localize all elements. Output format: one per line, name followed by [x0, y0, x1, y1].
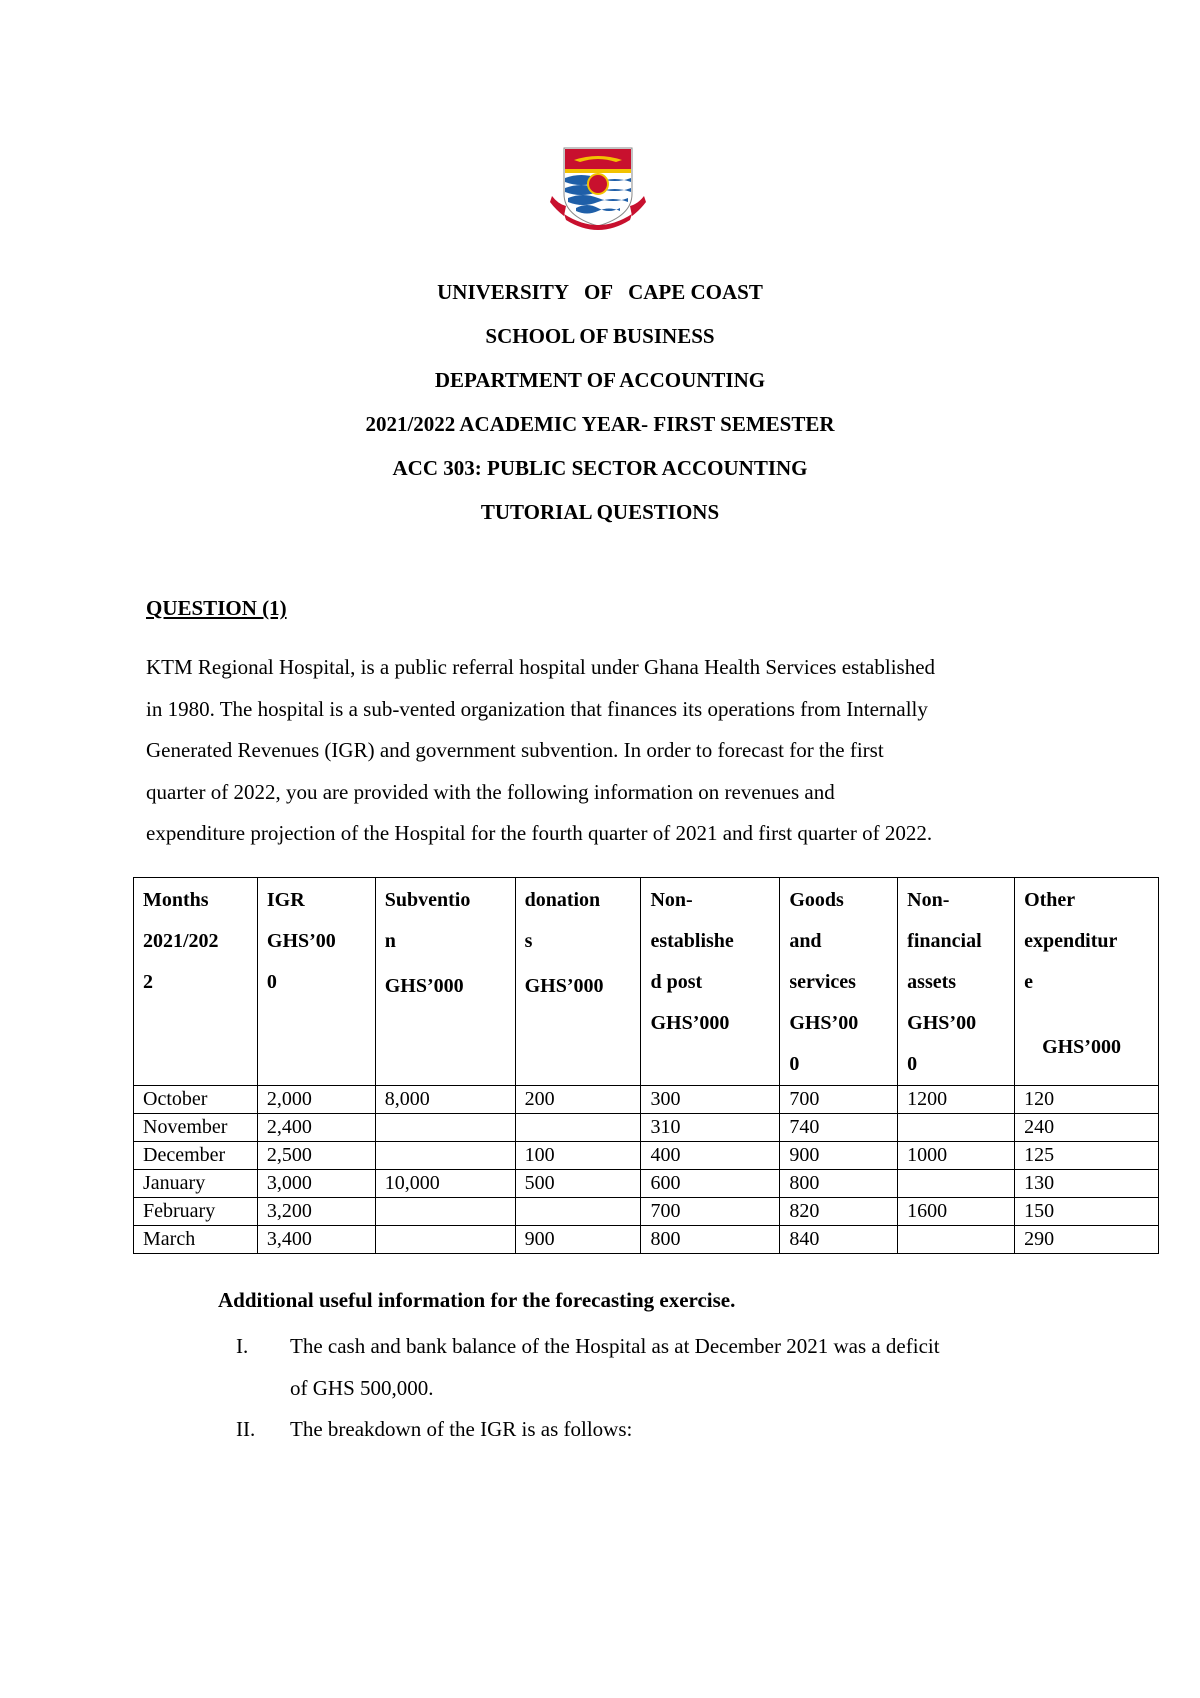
course-title: ACC 303: PUBLIC SECTOR ACCOUNTING — [392, 456, 808, 480]
header-igr — [257, 878, 375, 1086]
table-row — [134, 1226, 1159, 1254]
document-title: TUTORIAL QUESTIONS — [480, 500, 720, 524]
table-cell — [898, 1170, 1015, 1198]
table-cell: 1000 — [898, 1142, 1015, 1170]
header-other-expenditure — [1015, 878, 1159, 1086]
table-row — [134, 1142, 1159, 1170]
table-cell: 3,400 — [257, 1226, 375, 1254]
table-header-row — [134, 878, 1159, 1086]
table-cell: 840 — [780, 1226, 898, 1254]
table-cell: 310 — [641, 1114, 780, 1142]
header-months — [134, 878, 258, 1086]
header-line: GHS’000 — [650, 1012, 730, 1034]
table-cell — [375, 1114, 515, 1142]
table-cell: 2,500 — [257, 1142, 375, 1170]
table-cell: 900 — [780, 1142, 898, 1170]
table-row — [134, 1170, 1159, 1198]
additional-info-list — [236, 1326, 940, 1451]
list-item-line: The cash and bank balance of the Hospital as at December 2021 was a deficit — [290, 1334, 940, 1358]
table-cell: 740 — [780, 1114, 898, 1142]
table-cell — [515, 1114, 641, 1142]
table-cell: 300 — [641, 1086, 780, 1114]
table-cell: 150 — [1015, 1198, 1159, 1226]
list-item-number: II. — [236, 1417, 256, 1441]
header-subvention — [375, 878, 515, 1086]
university-name: UNIVERSITY OF CAPE COAST — [437, 280, 763, 304]
table-cell: 200 — [515, 1086, 641, 1114]
list-item-number: I. — [236, 1334, 249, 1358]
table-cell: 400 — [641, 1142, 780, 1170]
header-line: Goods — [789, 889, 844, 911]
table-cell: March — [134, 1226, 258, 1254]
forecast-table — [133, 877, 1159, 1254]
header-unit: GHS’000 — [1042, 1036, 1121, 1058]
header-line: 0 — [266, 971, 277, 993]
table-cell — [375, 1142, 515, 1170]
header-unit: GHS’000 — [524, 975, 604, 997]
header-line: expenditur — [1024, 930, 1118, 952]
header-donations — [515, 878, 641, 1086]
table-cell — [515, 1198, 641, 1226]
table-row — [134, 1086, 1159, 1114]
table-cell: October — [134, 1086, 258, 1114]
paragraph-line: Generated Revenues (IGR) and government subvention. In order to forecast for the first — [146, 738, 884, 762]
paragraph-line: expenditure projection of the Hospital for the fourth quarter of 2021 and first quarter of 2022. — [146, 821, 933, 845]
list-item — [236, 1409, 940, 1451]
header-line: financial — [907, 930, 982, 952]
header-goods-services — [780, 878, 898, 1086]
table-cell: 700 — [641, 1198, 780, 1226]
question-paragraph — [146, 647, 1076, 855]
header-non-established-post — [641, 878, 780, 1086]
table-cell: 125 — [1015, 1142, 1159, 1170]
table-row — [134, 1198, 1159, 1226]
header-line: Non- — [650, 889, 693, 911]
school-name: SCHOOL OF BUSINESS — [485, 324, 715, 348]
header-line: establishe — [650, 930, 734, 952]
header-line: GHS’00 — [789, 1012, 859, 1034]
header-line: 0 — [789, 1053, 800, 1075]
header-line: s — [524, 930, 533, 952]
header-line: donation — [524, 889, 601, 911]
paragraph-line: quarter of 2022, you are provided with the following information on revenues and — [146, 779, 835, 804]
table-cell: 8,000 — [375, 1086, 515, 1114]
table-cell: 3,200 — [257, 1198, 375, 1226]
table-cell: February — [134, 1198, 258, 1226]
table-cell: 1200 — [898, 1086, 1015, 1114]
table-cell — [898, 1226, 1015, 1254]
table-cell: 10,000 — [375, 1170, 515, 1198]
header-line: 0 — [907, 1053, 918, 1075]
header-line: Other — [1024, 889, 1076, 911]
table-cell: 800 — [780, 1170, 898, 1198]
header-line: GHS’00 — [907, 1012, 977, 1034]
paragraph-line: KTM Regional Hospital, is a public referral hospital under Ghana Health Services established — [146, 655, 936, 679]
question-title: QUESTION (1) — [146, 596, 287, 620]
list-item-line: of GHS 500,000. — [290, 1375, 434, 1400]
header-line: IGR — [266, 889, 305, 911]
additional-info-title: Additional useful information for the forecasting exercise. — [218, 1288, 736, 1312]
table-cell: 900 — [515, 1226, 641, 1254]
header-line: services — [789, 971, 856, 993]
university-crest-icon — [550, 146, 646, 232]
table-cell: 2,400 — [257, 1114, 375, 1142]
table-cell: 100 — [515, 1142, 641, 1170]
table-cell: 130 — [1015, 1170, 1159, 1198]
table-cell: 820 — [780, 1198, 898, 1226]
table-cell: 240 — [1015, 1114, 1159, 1142]
paragraph-line: in 1980. The hospital is a sub-vented organization that finances its operations from Internally — [146, 696, 928, 721]
header-non-financial-assets — [898, 878, 1015, 1086]
table-cell: November — [134, 1114, 258, 1142]
header-line: Subventio — [384, 889, 471, 911]
header-line: Non- — [907, 889, 950, 911]
table-cell: January — [134, 1170, 258, 1198]
header-line: d post — [650, 971, 703, 993]
table-cell — [898, 1114, 1015, 1142]
list-item — [236, 1326, 940, 1409]
table-cell — [375, 1226, 515, 1254]
header-line: n — [384, 930, 396, 952]
table-cell: 800 — [641, 1226, 780, 1254]
document-header — [0, 270, 1200, 534]
table-cell — [375, 1198, 515, 1226]
header-line: e — [1024, 971, 1033, 993]
header-line: 2021/202 — [143, 930, 219, 952]
academic-year: 2021/2022 ACADEMIC YEAR- FIRST SEMESTER — [365, 412, 835, 436]
header-unit: GHS’000 — [384, 975, 464, 997]
table-cell: 700 — [780, 1086, 898, 1114]
table-cell: 2,000 — [257, 1086, 375, 1114]
header-line: assets — [907, 971, 957, 993]
table-cell: 3,000 — [257, 1170, 375, 1198]
header-line: Months — [143, 889, 209, 911]
department-name: DEPARTMENT OF ACCOUNTING — [434, 368, 766, 392]
list-item-line: The breakdown of the IGR is as follows: — [290, 1417, 633, 1441]
table-row — [134, 1114, 1159, 1142]
table-cell: 290 — [1015, 1226, 1159, 1254]
table-cell: 600 — [641, 1170, 780, 1198]
header-line: GHS’00 — [266, 930, 336, 952]
table-cell: 1600 — [898, 1198, 1015, 1226]
header-line: and — [789, 930, 822, 952]
table-cell: 500 — [515, 1170, 641, 1198]
header-line: 2 — [143, 971, 153, 993]
table-cell: December — [134, 1142, 258, 1170]
table-cell: 120 — [1015, 1086, 1159, 1114]
